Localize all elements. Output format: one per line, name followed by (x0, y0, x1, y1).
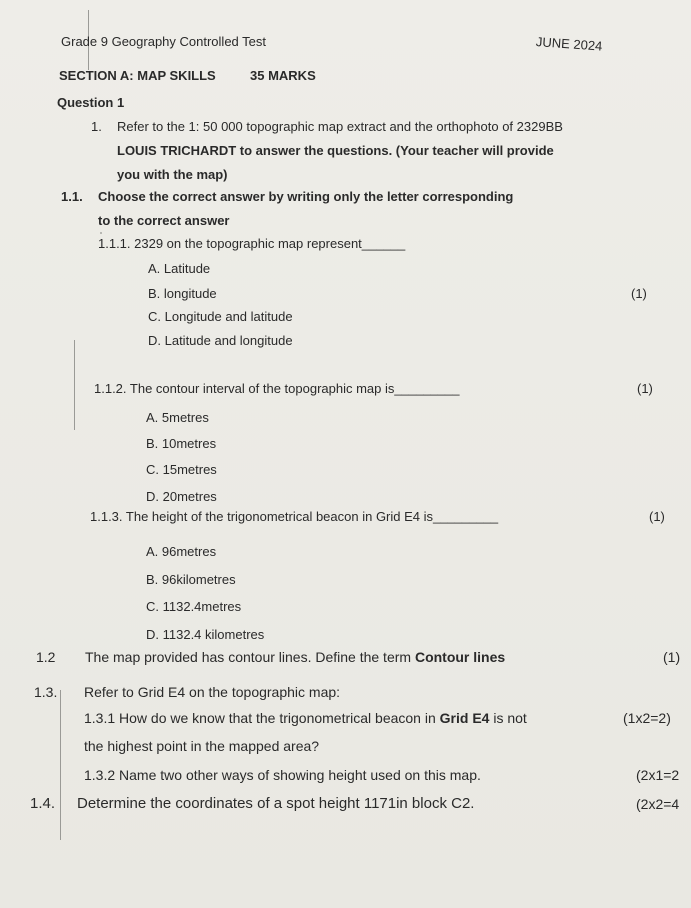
margin-tick (100, 232, 102, 234)
q1-3-2-text: 1.3.2 Name two other ways of showing height used on this map. (84, 767, 481, 783)
q1-3-1-mark: (1x2=2) (623, 710, 671, 726)
q1-2-mark: (1) (663, 649, 681, 665)
q1-1-1-option-d: D. Latitude and longitude (148, 333, 293, 348)
q1-2-text (85, 650, 505, 664)
q1-3-1-text-a: 1.3.1 How do we know that the trigonometrical beacon in (84, 710, 440, 726)
q1-1-3-option-c: C. 1132.4metres (146, 599, 242, 614)
q1-4-number: 1.4. (30, 795, 56, 812)
margin-line (74, 340, 75, 430)
q1-1-1-mark: (1) (631, 286, 647, 301)
q1-1-3-text: 1.1.3. The height of the trigonometrical beacon in Grid E4 is_________ (90, 509, 499, 524)
intro-line-1: Refer to the 1: 50 000 topographic map extract and the orthophoto of 2329BB (117, 119, 563, 134)
q1-3-1-line-1 (84, 711, 527, 725)
q1-1-1-option-c: C. Longitude and latitude (148, 309, 293, 324)
q1-1-2-option-d: D. 20metres (146, 489, 217, 504)
q1-3-number: 1.3. (34, 684, 58, 700)
q1-1-line-1: Choose the correct answer by writing only the letter corresponding (98, 189, 514, 204)
q1-1-3-option-d: D. 1132.4 kilometres (146, 627, 265, 642)
q1-1-line-2: to the correct answer (98, 213, 230, 228)
test-date: JUNE 2024 (535, 34, 603, 54)
q1-1-1-option-b: B. longitude (148, 286, 217, 301)
q1-3-1-grid: Grid E4 (439, 710, 490, 726)
q1-1-1-option-a: A. Latitude (148, 261, 211, 276)
intro-number: 1. (91, 119, 102, 134)
q1-1-2-option-a: A. 5metres (146, 410, 209, 425)
intro-line-2: LOUIS TRICHARDT to answer the questions. (Your teacher will provide (117, 143, 554, 158)
question-title: Question 1 (57, 95, 125, 110)
test-title: Grade 9 Geography Controlled Test (61, 34, 266, 49)
q1-3-1-text-b: is not (489, 710, 527, 726)
q1-1-2-mark: (1) (637, 381, 653, 396)
q1-4-mark: (2x2=4 (636, 796, 680, 812)
q1-1-2-text: 1.1.2. The contour interval of the topographic map is_________ (94, 381, 460, 396)
q1-1-3-mark: (1) (649, 509, 665, 524)
q1-2-number: 1.2 (36, 649, 56, 665)
section-title: SECTION A: MAP SKILLS (59, 68, 216, 83)
q1-1-1-text: 1.1.1. 2329 on the topographic map represent______ (98, 236, 406, 251)
q1-1-2-option-c: C. 15metres (146, 462, 217, 477)
section-marks: 35 MARKS (250, 68, 316, 83)
q1-1-3-option-a: A. 96metres (146, 544, 217, 559)
margin-line (60, 690, 61, 840)
q1-3-2-mark: (2x1=2 (636, 767, 680, 783)
q1-3-text: Refer to Grid E4 on the topographic map: (84, 684, 341, 700)
intro-line-3: you with the map) (117, 167, 228, 182)
q1-2-text-plain: The map provided has contour lines. Define the term (85, 649, 415, 665)
q1-3-1-line-2: the highest point in the mapped area? (84, 738, 320, 754)
q1-1-2-option-b: B. 10metres (146, 436, 217, 451)
q1-4-text: Determine the coordinates of a spot height 1171in block C2. (77, 795, 475, 812)
q1-1-3-option-b: B. 96kilometres (146, 572, 236, 587)
q1-1-number: 1.1. (61, 189, 83, 204)
q1-2-term: Contour lines (414, 649, 506, 665)
